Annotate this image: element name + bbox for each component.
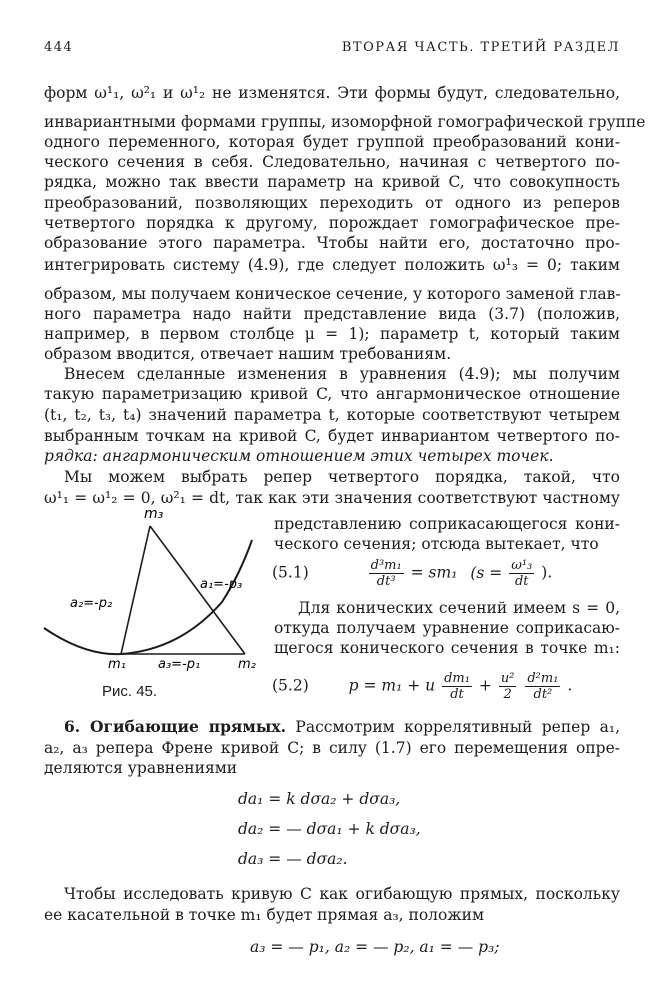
side-text-line: щегося конического сечения в точке m₁: [274, 639, 620, 657]
fraction: $\frac{\text{d²m₁}}{\text{dt²}}$ [527, 671, 559, 702]
fraction: $\frac{\text{dm₁}}{dt}$ [444, 671, 470, 702]
text-line: (t₁, t₂, t₃, t₄) значений параметра t, которые соответствуют четырем [44, 406, 620, 424]
equation-5-2: (5.2) p = m₁ + u $\frac{\text{dm₁}}{dt}$ + $\frac{\text{u²}}{2}$ $\frac{\text{d²m₁}}{\text{dt²}}$ . [272, 671, 573, 702]
text-line: например, в первом столбце μ = 1); параметр t, который таким [44, 325, 620, 343]
equation-5-1: (5.1) $\frac{\text{d³m₁}}{\text{dt³}}$ = sm₁ (s = $\frac{\text{ω¹₃}}{dt}$ ). [272, 558, 553, 589]
text-line: такую параметризацию кривой C, что ангармоническое отношение [44, 385, 620, 403]
side-text-line: откуда получаем уравнение соприкасаю- [274, 619, 620, 637]
text-line: преобразований, позволяющих переходить от одного из реперов [44, 194, 620, 212]
page-number: 444 [44, 40, 74, 55]
fraction: $\frac{\text{d³m₁}}{\text{dt³}}$ [370, 558, 402, 589]
text-line: Чтобы исследовать кривую C как огибающую прямых, поскольку [64, 885, 620, 903]
text-line: ческого сечения в себя. Следовательно, начиная с четвертого по- [44, 153, 620, 171]
side-text-line: Для конических сечений имеем s = 0, [298, 599, 620, 617]
text-line: четвертого порядка к другому, порождает гомографическое пре- [44, 214, 620, 232]
text-line: выбранным точкам на кривой C, будет инвариантом четвертого по- [44, 427, 620, 445]
equation-system-line: da₃ = — dσa₂. [238, 850, 348, 868]
text-line: образом, мы получаем коническое сечение, у которого заменой глав- [44, 285, 621, 303]
text-line: образом вводится, отвечает нашим требованиям. [44, 345, 452, 363]
text-line: ее касательной в точке m₁ будет прямая a₃, положим [44, 906, 485, 924]
text-line: форм ω¹₁, ω²₁ и ω¹₂ не изменятся. Эти формы будут, следовательно, [44, 84, 620, 102]
section-title: 6. Огибающие прямых. [64, 717, 287, 736]
label-a1: a₁=-p₃ [200, 577, 243, 592]
text-line: ного параметра надо найти представление вида (3.7) (положив, [44, 305, 620, 323]
section-first-line [64, 717, 620, 737]
label-m2: m₂ [238, 657, 256, 672]
text-line: одного переменного, которая будет группой преобразований кони- [44, 133, 620, 151]
figure-caption: Рис. 45. [102, 683, 158, 700]
text-line: рядка: ангармоническим отношением этих четырех точек. [44, 447, 554, 465]
figure-45-diagram [30, 496, 270, 676]
side-text-line: ческого сечения; отсюда вытекает, что [274, 535, 599, 553]
text-line: деляются уравнениями [44, 759, 238, 777]
equation-label: (5.1) [272, 563, 309, 582]
text-line: интегрировать систему (4.9), где следует положить ω¹₃ = 0; таким [44, 256, 620, 274]
equation-system-line: da₂ = — dσa₁ + k dσa₃, [238, 820, 421, 838]
final-equation: a₃ = — p₁, a₂ = — p₂, a₁ = — p₃; [250, 938, 500, 956]
triangle-side-m1-m3 [121, 526, 150, 654]
running-title: ВТОРАЯ ЧАСТЬ. ТРЕТИЙ РАЗДЕЛ [341, 40, 620, 55]
equation-label: (5.2) [272, 676, 309, 695]
text-line: Внесем сделанные изменения в уравнения (4.9); мы получим [64, 365, 620, 383]
text-line: образование этого параметра. Чтобы найти его, достаточно про- [44, 234, 620, 252]
text-line: рядка, можно так ввести параметр на кривой C, что совокупность [44, 173, 620, 191]
text-line: Мы можем выбрать репер четвертого порядка, такой, что [64, 468, 620, 486]
side-text-line: представлению соприкасающегося кони- [274, 515, 620, 533]
label-m3: m₃ [144, 506, 164, 522]
label-a2: a₂=-p₂ [70, 596, 113, 611]
text-line: Рассмотрим коррелятивный репер a₁, [295, 718, 620, 736]
text-line: a₂, a₃ репера Френе кривой C; в силу (1.7) его перемещения опре- [44, 739, 620, 757]
text-line: ω¹₁ = ω¹₂ = 0, ω²₁ = dt, так как эти значения соответствуют частному [44, 489, 620, 507]
running-header [44, 40, 620, 62]
fraction: $\frac{\text{u²}}{2}$ [500, 671, 515, 702]
text-line: инвариантными формами группы, изоморфной гомографической группе [44, 113, 646, 131]
label-m1: m₁ [108, 657, 126, 672]
fraction: $\frac{\text{ω¹₃}}{dt}$ [511, 558, 533, 589]
label-a3: a₃=-p₁ [158, 657, 201, 672]
equation-system-line: da₁ = k dσa₂ + dσa₃, [238, 790, 401, 808]
